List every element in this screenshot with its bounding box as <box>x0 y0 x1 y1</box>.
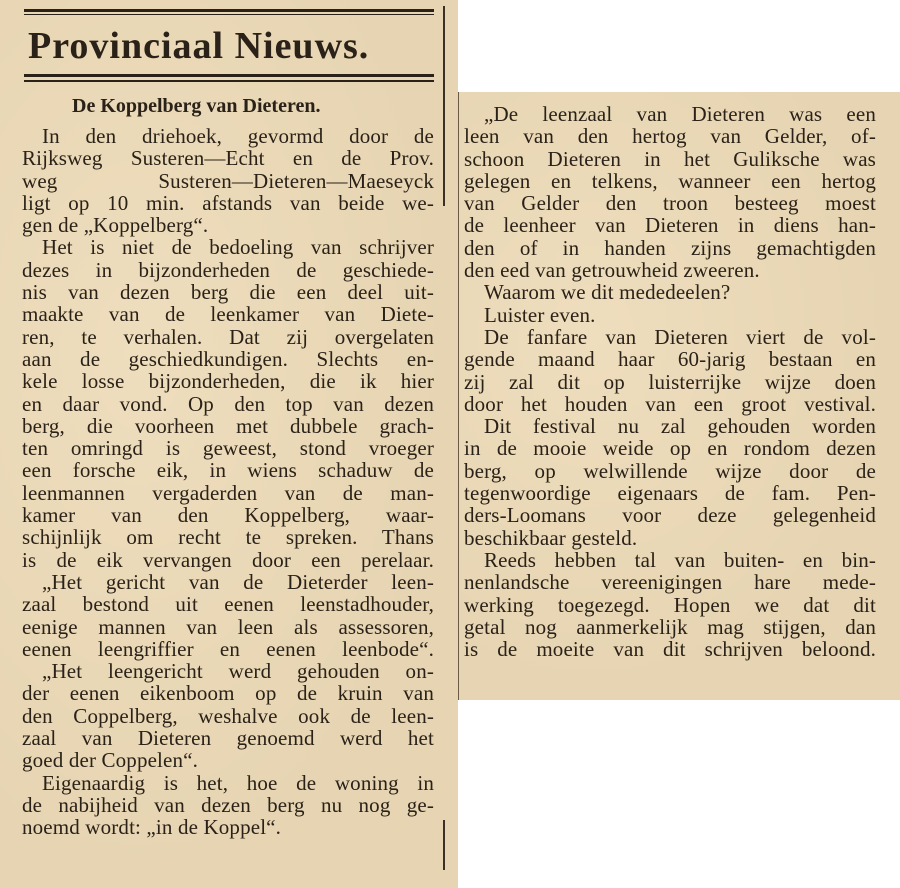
text-line: ligt op 10 min. afstands van beide we- <box>22 190 434 215</box>
text-line: dezes in bijzonderheden de geschiede- <box>22 257 434 282</box>
text-line: schijnlijk om recht te spreken. Thans <box>22 525 434 550</box>
text-line: maakte van de leenkamer van Diete- <box>22 302 434 327</box>
text-line: de nabijheid van dezen berg nu nog ge- <box>22 792 434 817</box>
text-line: gen de „Koppelberg“. <box>22 213 209 238</box>
text-line: eenen leengriffier en eenen leenbode“. <box>22 636 434 661</box>
text-line: Waarom we dit mededeelen? <box>484 280 731 305</box>
text-line: is de eik vervangen door een perelaar. <box>22 547 434 572</box>
text-line: in de mooie weide op en rondom dezen <box>464 436 876 461</box>
column-rule-top <box>443 6 445 206</box>
text-line: leenmannen vergaderden van de man- <box>22 480 434 505</box>
text-line: Eigenaardig is het, hoe de woning in <box>42 770 434 795</box>
text-line: zaal bestond uit eenen leenstadhouder, <box>22 592 434 617</box>
text-line: „Het gericht van de Dieterder leen- <box>42 569 434 594</box>
text-line: gende maand haar 60-jarig bestaan en <box>464 347 876 372</box>
text-line: berg, die voorheen met dubbele grach- <box>22 413 434 438</box>
text-line: schoon Dieteren in het Guliksche was <box>464 146 876 171</box>
text-line: getal nog aanmerkelijk mag stijgen, dan <box>464 614 876 639</box>
text-line: van Gelder den troon besteeg moest <box>464 191 876 216</box>
text-line: leen van den hertog van Gelder, of- <box>464 124 876 149</box>
text-line: en daar vond. Op den top van dezen <box>22 391 434 416</box>
text-line: goed der Coppelen“. <box>22 748 199 773</box>
text-line: den Coppelberg, weshalve ook de leen- <box>22 703 434 728</box>
text-line: ren, te verhalen. Dat zij overgelaten <box>22 324 434 349</box>
text-line: tegenwoordige eigenaars de fam. Pen- <box>464 481 876 506</box>
top-double-rule-upper <box>24 9 434 12</box>
top-double-rule-lower <box>24 14 434 15</box>
title-underline-upper <box>24 74 434 77</box>
text-line: Dit festival nu zal gehouden worden <box>484 414 876 439</box>
text-line: den eed van getrouwheid zweeren. <box>464 258 760 283</box>
text-line: eenige mannen van leen als assessoren, <box>22 614 434 639</box>
text-line: kele losse bijzonderheden, die ik hier <box>22 369 434 394</box>
text-line: den of in handen zijns gemachtigden <box>464 235 876 260</box>
text-line: Luister even. <box>484 302 596 327</box>
text-line: In den driehoek, gevormd door de <box>42 124 434 148</box>
text-line: Reeds hebben tal van buiten- en bin- <box>484 547 876 572</box>
text-line: de leenheer van Dieteren in diens han- <box>464 213 876 238</box>
text-line: Rijksweg Susteren—Echt en de Prov. <box>22 146 434 171</box>
text-line: aan de geschiedkundigen. Slechts en- <box>22 346 434 371</box>
section-title: Provinciaal Nieuws. <box>28 25 370 67</box>
text-line: gelegen en telkens, wanneer een hertog <box>464 168 876 193</box>
text-line: De fanfare van Dieteren viert de vol- <box>484 324 876 349</box>
text-line: weg Susteren—Dieteren—Maeseyck <box>22 168 434 193</box>
text-line: „Het leengericht werd gehouden on- <box>42 659 434 684</box>
text-line: kamer van den Koppelberg, waar- <box>22 503 434 528</box>
text-line: is de moeite van dit schrijven beloond. <box>464 637 876 662</box>
text-line: zaal van Dieteren genoemd werd het <box>22 726 434 751</box>
text-line: nis van dezen berg die een deel uit- <box>22 280 434 305</box>
text-line: werking toegezegd. Hopen we dat dit <box>464 592 876 617</box>
text-line: zij zal dit op luisterrijke wijze doen <box>464 369 876 394</box>
text-line: berg, op welwillende wijze door de <box>464 458 876 483</box>
text-line: ders-Loomans voor deze gelegenheid <box>464 503 876 528</box>
article-text-left <box>22 125 434 839</box>
text-line: nenlandsche vereenigingen hare mede- <box>464 570 876 595</box>
text-line: ten omringd is geweest, stond vroeger <box>22 436 434 461</box>
text-line: „De leenzaal van Dieteren was een <box>484 102 876 126</box>
article-text-right <box>464 103 876 660</box>
article-headline: De Koppelberg van Dieteren. <box>72 95 321 117</box>
text-line: een forsche eik, in wiens schaduw de <box>22 458 434 483</box>
text-line: door het houden van een groot vestival. <box>464 391 876 416</box>
text-line: der eenen eikenboom op de kruin van <box>22 681 434 706</box>
title-underline-lower <box>24 80 434 82</box>
column-rule-bottom <box>443 820 445 870</box>
text-line: noemd wordt: „in de Koppel“. <box>22 815 282 840</box>
text-line: beschikbaar gesteld. <box>464 525 638 550</box>
text-line: Het is niet de bedoeling van schrijver <box>42 235 434 260</box>
